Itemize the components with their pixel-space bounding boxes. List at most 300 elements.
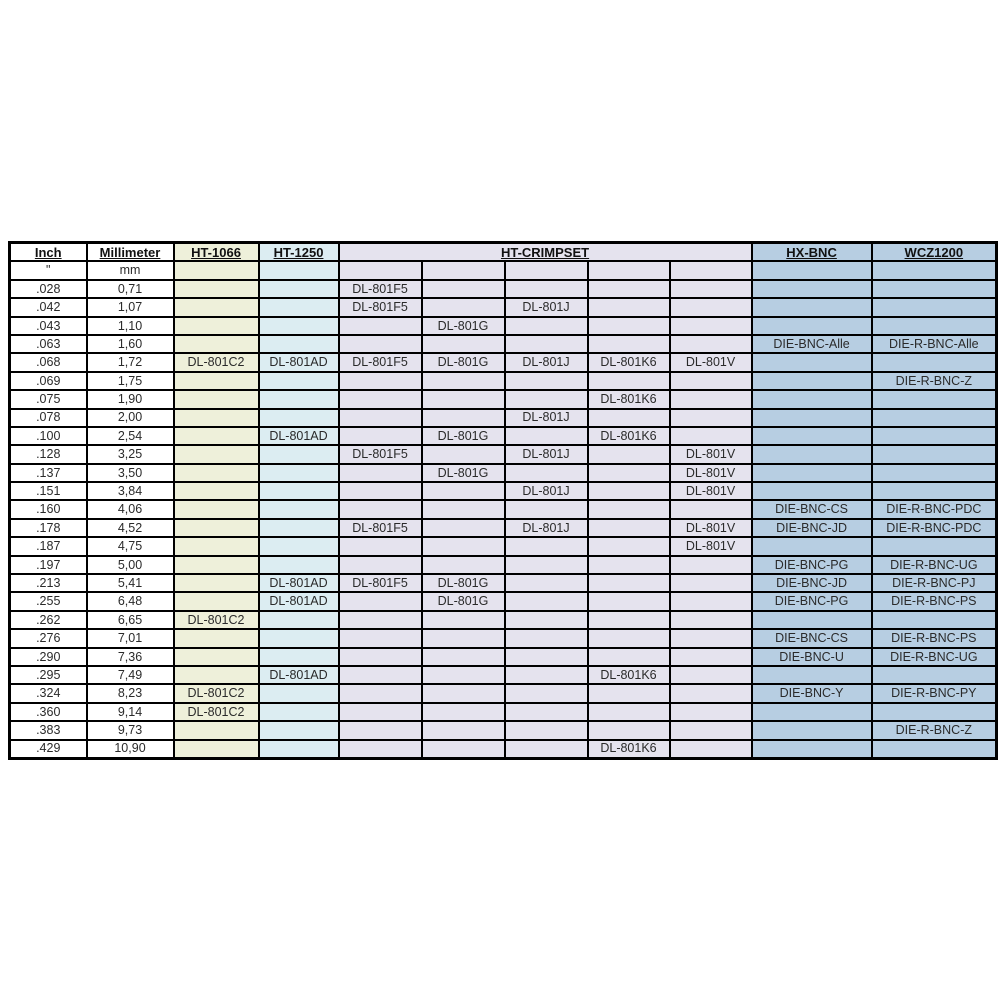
inch-value-cell: .160 (10, 500, 87, 518)
inch-value-cell: .137 (10, 464, 87, 482)
table-row (10, 629, 997, 647)
unit-mm-label: mm (87, 261, 174, 279)
die-value-cell (174, 317, 259, 335)
table-body (10, 280, 997, 759)
die-value-cell (339, 335, 422, 353)
units-row (10, 261, 997, 279)
die-value-cell (422, 629, 505, 647)
die-value-cell: DL-801F5 (339, 574, 422, 592)
die-value-cell: DL-801V (670, 537, 752, 555)
die-value-cell (259, 684, 339, 702)
die-value-cell: DL-801F5 (339, 353, 422, 371)
table-row (10, 317, 997, 335)
die-value-cell (259, 629, 339, 647)
inch-value-cell: .028 (10, 280, 87, 298)
die-value-cell (422, 684, 505, 702)
inch-value-cell: .187 (10, 537, 87, 555)
table-row (10, 445, 997, 463)
table-row (10, 482, 997, 500)
die-value-cell (174, 464, 259, 482)
table-cell (588, 261, 670, 279)
die-value-cell: DIE-BNC-Y (752, 684, 872, 702)
die-value-cell (872, 298, 997, 316)
crimp-die-cross-reference-table (8, 241, 998, 760)
die-value-cell (670, 648, 752, 666)
mm-value-cell: 0,71 (87, 280, 174, 298)
die-value-cell (339, 427, 422, 445)
die-value-cell: DL-801AD (259, 592, 339, 610)
die-value-cell (588, 280, 670, 298)
die-value-cell (505, 648, 588, 666)
die-value-cell: DL-801K6 (588, 353, 670, 371)
die-value-cell: DL-801F5 (339, 280, 422, 298)
die-value-cell (339, 721, 422, 739)
mm-value-cell: 3,25 (87, 445, 174, 463)
header-wcz1200: WCZ1200 (872, 243, 997, 262)
die-value-cell (339, 592, 422, 610)
die-value-cell (174, 390, 259, 408)
die-value-cell (588, 372, 670, 390)
table-cell (872, 261, 997, 279)
table-row (10, 740, 997, 759)
inch-value-cell: .100 (10, 427, 87, 445)
die-value-cell (588, 629, 670, 647)
die-value-cell (752, 666, 872, 684)
die-value-cell: DL-801AD (259, 666, 339, 684)
die-value-cell (752, 611, 872, 629)
die-value-cell (259, 409, 339, 427)
die-value-cell (872, 537, 997, 555)
die-value-cell: DL-801J (505, 445, 588, 463)
die-value-cell (588, 574, 670, 592)
die-value-cell (872, 666, 997, 684)
die-value-cell: DIE-R-BNC-PY (872, 684, 997, 702)
die-value-cell (505, 500, 588, 518)
die-value-cell (259, 317, 339, 335)
die-value-cell: DL-801AD (259, 353, 339, 371)
die-value-cell (422, 390, 505, 408)
die-value-cell: DL-801G (422, 574, 505, 592)
die-value-cell (174, 574, 259, 592)
mm-value-cell: 7,36 (87, 648, 174, 666)
die-value-cell (339, 317, 422, 335)
inch-value-cell: .290 (10, 648, 87, 666)
die-value-cell: DL-801K6 (588, 740, 670, 759)
die-value-cell (259, 482, 339, 500)
die-value-cell (588, 519, 670, 537)
die-value-cell (872, 740, 997, 759)
die-value-cell (505, 335, 588, 353)
die-value-cell (670, 666, 752, 684)
die-value-cell (174, 721, 259, 739)
header-row (10, 243, 997, 262)
die-value-cell: DL-801J (505, 353, 588, 371)
die-value-cell (339, 464, 422, 482)
die-value-cell (422, 298, 505, 316)
die-value-cell (872, 464, 997, 482)
die-value-cell (174, 519, 259, 537)
die-value-cell: DIE-R-BNC-PS (872, 629, 997, 647)
table-row (10, 611, 997, 629)
die-value-cell: DIE-R-BNC-PS (872, 592, 997, 610)
die-value-cell (422, 721, 505, 739)
die-value-cell (422, 556, 505, 574)
die-value-cell (339, 648, 422, 666)
die-value-cell (505, 556, 588, 574)
die-value-cell (505, 537, 588, 555)
die-value-cell (259, 740, 339, 759)
die-value-cell (422, 409, 505, 427)
inch-value-cell: .255 (10, 592, 87, 610)
inch-value-cell: .043 (10, 317, 87, 335)
die-value-cell (752, 353, 872, 371)
die-value-cell (588, 684, 670, 702)
die-value-cell: DL-801V (670, 353, 752, 371)
table-cell (752, 261, 872, 279)
die-value-cell (752, 280, 872, 298)
die-value-cell (588, 648, 670, 666)
table-row (10, 409, 997, 427)
mm-value-cell: 7,01 (87, 629, 174, 647)
die-value-cell (422, 703, 505, 721)
table-row (10, 666, 997, 684)
die-value-cell (505, 629, 588, 647)
die-value-cell (259, 537, 339, 555)
die-value-cell (752, 298, 872, 316)
die-value-cell (259, 280, 339, 298)
die-value-cell: DL-801C2 (174, 611, 259, 629)
die-value-cell: DL-801G (422, 427, 505, 445)
die-value-cell: DL-801J (505, 519, 588, 537)
die-value-cell: DL-801V (670, 519, 752, 537)
die-value-cell (505, 703, 588, 721)
mm-value-cell: 5,00 (87, 556, 174, 574)
inch-value-cell: .360 (10, 703, 87, 721)
die-value-cell: DL-801V (670, 464, 752, 482)
die-value-cell (752, 721, 872, 739)
die-value-cell (670, 427, 752, 445)
table-row (10, 556, 997, 574)
die-value-cell: DL-801C2 (174, 684, 259, 702)
header-ht1066: HT-1066 (174, 243, 259, 262)
mm-value-cell: 5,41 (87, 574, 174, 592)
die-value-cell (588, 482, 670, 500)
die-value-cell: DL-801C2 (174, 353, 259, 371)
die-value-cell (174, 372, 259, 390)
die-value-cell: DIE-R-BNC-PDC (872, 519, 997, 537)
die-value-cell: DL-801F5 (339, 298, 422, 316)
die-value-cell (588, 409, 670, 427)
die-value-cell (670, 703, 752, 721)
die-value-cell (670, 298, 752, 316)
die-value-cell (752, 464, 872, 482)
inch-value-cell: .151 (10, 482, 87, 500)
inch-value-cell: .078 (10, 409, 87, 427)
die-value-cell: DL-801V (670, 445, 752, 463)
mm-value-cell: 4,06 (87, 500, 174, 518)
die-value-cell (588, 445, 670, 463)
die-value-cell (588, 592, 670, 610)
die-value-cell: DIE-BNC-PG (752, 592, 872, 610)
die-value-cell (259, 335, 339, 353)
unit-inch-symbol: " (10, 261, 87, 279)
die-value-cell (588, 721, 670, 739)
die-value-cell (588, 611, 670, 629)
die-value-cell (505, 740, 588, 759)
mm-value-cell: 7,49 (87, 666, 174, 684)
die-value-cell (670, 317, 752, 335)
die-value-cell: DL-801C2 (174, 703, 259, 721)
table-row (10, 537, 997, 555)
die-value-cell (872, 317, 997, 335)
die-value-cell (422, 519, 505, 537)
table-row (10, 372, 997, 390)
die-value-cell: DL-801G (422, 353, 505, 371)
die-value-cell (752, 317, 872, 335)
inch-value-cell: .383 (10, 721, 87, 739)
mm-value-cell: 8,23 (87, 684, 174, 702)
mm-value-cell: 10,90 (87, 740, 174, 759)
mm-value-cell: 4,52 (87, 519, 174, 537)
die-value-cell: DL-801V (670, 482, 752, 500)
die-value-cell: DIE-BNC-U (752, 648, 872, 666)
die-value-cell (505, 280, 588, 298)
inch-value-cell: .197 (10, 556, 87, 574)
die-value-cell (505, 592, 588, 610)
inch-value-cell: .042 (10, 298, 87, 316)
die-value-cell: DL-801F5 (339, 445, 422, 463)
crimp-die-table-container (8, 241, 996, 760)
die-value-cell (174, 482, 259, 500)
die-value-cell (752, 409, 872, 427)
die-value-cell: DIE-BNC-CS (752, 500, 872, 518)
die-value-cell (872, 280, 997, 298)
die-value-cell (174, 592, 259, 610)
die-value-cell (588, 317, 670, 335)
table-row (10, 335, 997, 353)
die-value-cell (259, 611, 339, 629)
die-value-cell (174, 556, 259, 574)
die-value-cell (339, 372, 422, 390)
die-value-cell: DL-801G (422, 592, 505, 610)
die-value-cell (259, 390, 339, 408)
table-row (10, 298, 997, 316)
table-cell (670, 261, 752, 279)
die-value-cell: DIE-R-BNC-UG (872, 556, 997, 574)
die-value-cell (670, 500, 752, 518)
table-row (10, 703, 997, 721)
die-value-cell (752, 482, 872, 500)
table-row (10, 519, 997, 537)
die-value-cell (259, 556, 339, 574)
mm-value-cell: 1,75 (87, 372, 174, 390)
die-value-cell (422, 740, 505, 759)
die-value-cell (752, 390, 872, 408)
mm-value-cell: 3,50 (87, 464, 174, 482)
die-value-cell (505, 427, 588, 445)
inch-value-cell: .178 (10, 519, 87, 537)
die-value-cell (422, 372, 505, 390)
die-value-cell (752, 537, 872, 555)
mm-value-cell: 1,07 (87, 298, 174, 316)
die-value-cell (259, 500, 339, 518)
die-value-cell (422, 611, 505, 629)
die-value-cell (588, 556, 670, 574)
die-value-cell (752, 427, 872, 445)
inch-value-cell: .069 (10, 372, 87, 390)
die-value-cell: DL-801G (422, 464, 505, 482)
die-value-cell (422, 335, 505, 353)
mm-value-cell: 3,84 (87, 482, 174, 500)
die-value-cell (259, 519, 339, 537)
die-value-cell (752, 740, 872, 759)
die-value-cell (174, 666, 259, 684)
table-cell (259, 261, 339, 279)
die-value-cell (174, 648, 259, 666)
die-value-cell: DL-801AD (259, 427, 339, 445)
die-value-cell (174, 500, 259, 518)
die-value-cell (872, 482, 997, 500)
mm-value-cell: 2,54 (87, 427, 174, 445)
die-value-cell (670, 684, 752, 702)
inch-value-cell: .276 (10, 629, 87, 647)
die-value-cell (422, 482, 505, 500)
die-value-cell: DL-801K6 (588, 427, 670, 445)
die-value-cell (505, 372, 588, 390)
table-row (10, 464, 997, 482)
die-value-cell (422, 537, 505, 555)
header-ht-crimpset: HT-CRIMPSET (339, 243, 752, 262)
header-inch: Inch (10, 243, 87, 262)
die-value-cell (505, 574, 588, 592)
die-value-cell (339, 666, 422, 684)
die-value-cell (588, 500, 670, 518)
table-cell (174, 261, 259, 279)
die-value-cell (259, 648, 339, 666)
die-value-cell: DIE-R-BNC-Z (872, 721, 997, 739)
die-value-cell: DIE-R-BNC-PDC (872, 500, 997, 518)
mm-value-cell: 1,10 (87, 317, 174, 335)
die-value-cell (588, 464, 670, 482)
die-value-cell (752, 372, 872, 390)
die-value-cell: DIE-BNC-JD (752, 574, 872, 592)
die-value-cell (422, 648, 505, 666)
mm-value-cell: 6,65 (87, 611, 174, 629)
mm-value-cell: 1,90 (87, 390, 174, 408)
die-value-cell (872, 353, 997, 371)
die-value-cell (670, 280, 752, 298)
mm-value-cell: 6,48 (87, 592, 174, 610)
table-cell (339, 261, 422, 279)
inch-value-cell: .063 (10, 335, 87, 353)
die-value-cell (259, 445, 339, 463)
die-value-cell (588, 335, 670, 353)
die-value-cell (670, 629, 752, 647)
die-value-cell: DIE-R-BNC-PJ (872, 574, 997, 592)
die-value-cell: DIE-BNC-PG (752, 556, 872, 574)
die-value-cell (872, 611, 997, 629)
die-value-cell (505, 317, 588, 335)
die-value-cell: DIE-BNC-CS (752, 629, 872, 647)
die-value-cell (422, 500, 505, 518)
die-value-cell (670, 390, 752, 408)
die-value-cell (588, 298, 670, 316)
die-value-cell: DIE-BNC-JD (752, 519, 872, 537)
die-value-cell (505, 666, 588, 684)
die-value-cell (339, 684, 422, 702)
table-cell (422, 261, 505, 279)
table-row (10, 500, 997, 518)
mm-value-cell: 9,14 (87, 703, 174, 721)
die-value-cell: DIE-R-BNC-Z (872, 372, 997, 390)
mm-value-cell: 4,75 (87, 537, 174, 555)
die-value-cell (752, 445, 872, 463)
die-value-cell (752, 703, 872, 721)
inch-value-cell: .262 (10, 611, 87, 629)
mm-value-cell: 9,73 (87, 721, 174, 739)
die-value-cell (670, 721, 752, 739)
inch-value-cell: .128 (10, 445, 87, 463)
die-value-cell (588, 703, 670, 721)
die-value-cell: DL-801K6 (588, 390, 670, 408)
die-value-cell (670, 372, 752, 390)
die-value-cell (670, 740, 752, 759)
die-value-cell (339, 390, 422, 408)
mm-value-cell: 1,60 (87, 335, 174, 353)
die-value-cell (174, 427, 259, 445)
die-value-cell (422, 666, 505, 684)
die-value-cell (174, 298, 259, 316)
inch-value-cell: .213 (10, 574, 87, 592)
die-value-cell (670, 556, 752, 574)
mm-value-cell: 2,00 (87, 409, 174, 427)
die-value-cell (339, 409, 422, 427)
inch-value-cell: .295 (10, 666, 87, 684)
die-value-cell (259, 721, 339, 739)
die-value-cell (872, 703, 997, 721)
die-value-cell (872, 409, 997, 427)
mm-value-cell: 1,72 (87, 353, 174, 371)
table-row (10, 684, 997, 702)
die-value-cell (505, 390, 588, 408)
die-value-cell (339, 482, 422, 500)
die-value-cell (339, 703, 422, 721)
die-value-cell (339, 629, 422, 647)
inch-value-cell: .324 (10, 684, 87, 702)
die-value-cell (259, 372, 339, 390)
die-value-cell: DIE-R-BNC-UG (872, 648, 997, 666)
die-value-cell (174, 740, 259, 759)
die-value-cell (872, 445, 997, 463)
table-row (10, 427, 997, 445)
die-value-cell (505, 721, 588, 739)
inch-value-cell: .068 (10, 353, 87, 371)
table-row (10, 353, 997, 371)
die-value-cell (505, 611, 588, 629)
die-value-cell: DL-801J (505, 298, 588, 316)
die-value-cell: DL-801J (505, 409, 588, 427)
die-value-cell (505, 464, 588, 482)
die-value-cell: DIE-BNC-Alle (752, 335, 872, 353)
die-value-cell (174, 629, 259, 647)
table-row (10, 280, 997, 298)
die-value-cell (505, 684, 588, 702)
die-value-cell (670, 409, 752, 427)
die-value-cell (670, 592, 752, 610)
die-value-cell (872, 390, 997, 408)
die-value-cell (339, 537, 422, 555)
inch-value-cell: .075 (10, 390, 87, 408)
